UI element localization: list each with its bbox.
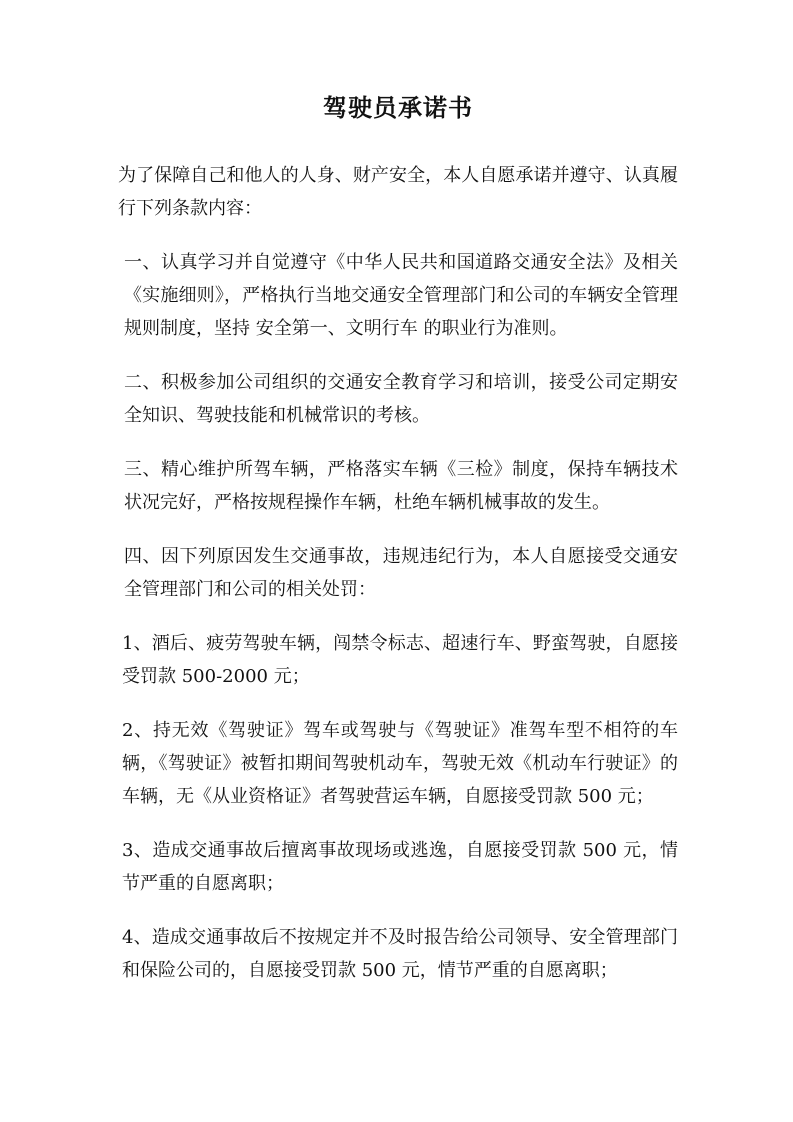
clause-4-paragraph: 四、因下列原因发生交通事故，违规违纪行为，本人自愿接受交通安全管理部门和公司的相关处罚： — [124, 546, 678, 601]
penalty-item-3: 3、造成交通事故后擅离事故现场或逃逸，自愿接受罚款 500 元，情节严重的自愿离职； — [122, 840, 678, 895]
penalty-item-2: 2、持无效《驾驶证》驾车或驾驶与《驾驶证》准驾车型不相符的车辆，《驾驶证》被暂扣期间驾驶机动车，驾驶无效《机动车行驶证》的车辆，无《从业资格证》者驾驶营运车辆，自愿接受罚款 500 元； — [122, 720, 678, 808]
penalty-item-1: 1、酒后、疲劳驾驶车辆，闯禁令标志、超速行车、野蛮驾驶，自愿接受罚款 500-2000 元； — [122, 633, 678, 688]
document-title: 驾驶员承诺书 — [323, 93, 473, 122]
clause-3-paragraph: 三、精心维护所驾车辆，严格落实车辆《三检》制度，保持车辆技术状况完好，严格按规程操作车辆，杜绝车辆机械事故的发生。 — [124, 459, 678, 514]
penalty-item-4: 4、造成交通事故后不按规定并不及时报告给公司领导、安全管理部门和保险公司的，自愿接受罚款 500 元，情节严重的自愿离职； — [122, 927, 678, 982]
intro-paragraph: 为了保障自己和他人的人身、财产安全，本人自愿承诺并遵守、认真履行下列条款内容： — [118, 165, 678, 220]
clause-2-paragraph: 二、积极参加公司组织的交通安全教育学习和培训，接受公司定期安全知识、驾驶技能和机械常识的考核。 — [124, 372, 678, 427]
clause-1-paragraph: 一、认真学习并自觉遵守《中华人民共和国道路交通安全法》及相关《实施细则》，严格执行当地交通安全管理部门和公司的车辆安全管理规则制度，坚持 安全第一、文明行车 的职业行为准则。 — [124, 252, 678, 340]
document-page — [118, 92, 678, 1008]
